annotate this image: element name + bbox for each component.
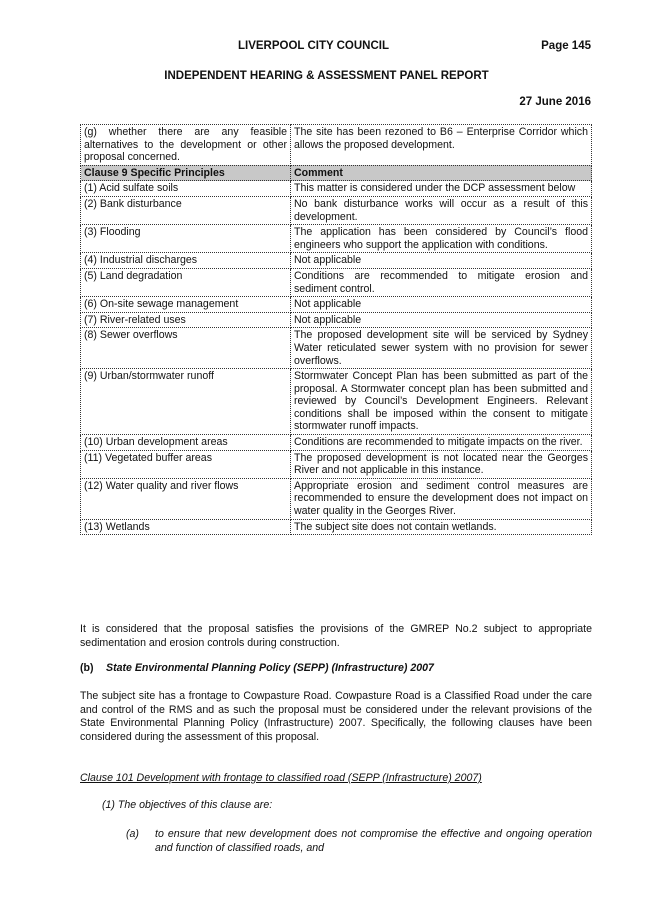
- criterion-cell: (g) whether there are any feasible alternatives to the development or other proposal concerned.: [81, 125, 291, 166]
- clause-heading: Clause 101 Development with frontage to classified road (SEPP (Infrastructure) 2007): [80, 772, 482, 784]
- table-row: [81, 450, 592, 478]
- report-date: 27 June 2016: [519, 96, 591, 108]
- table-header-row: [81, 165, 592, 181]
- table-row: [81, 181, 592, 197]
- column-header-principles: Clause 9 Specific Principles: [81, 165, 291, 181]
- comment-cell: Not applicable: [291, 312, 592, 328]
- table-row: [81, 519, 592, 535]
- report-title: INDEPENDENT HEARING & ASSESSMENT PANEL REPORT: [164, 70, 489, 82]
- principle-cell: (2) Bank disturbance: [81, 196, 291, 224]
- section-label: (b): [80, 662, 94, 674]
- principle-cell: (6) On-site sewage management: [81, 297, 291, 313]
- comment-cell: Not applicable: [291, 297, 592, 313]
- principle-cell: (3) Flooding: [81, 225, 291, 253]
- table-row: [81, 312, 592, 328]
- comment-cell: This matter is considered under the DCP assessment below: [291, 181, 592, 197]
- principle-cell: (10) Urban development areas: [81, 435, 291, 451]
- assessment-table: [80, 124, 592, 535]
- table-row: [81, 125, 592, 166]
- comment-cell: The proposed development is not located near the Georges River and not applicable in this instance.: [291, 450, 592, 478]
- table-row: [81, 478, 592, 519]
- table-row: [81, 369, 592, 435]
- item-a-text: to ensure that new development does not compromise the effective and ongoing operation and function of classified roads, and: [155, 828, 592, 854]
- principle-cell: (11) Vegetated buffer areas: [81, 450, 291, 478]
- comment-cell: The site has been rezoned to B6 – Enterprise Corridor which allows the proposed development.: [291, 125, 592, 166]
- comment-cell: No bank disturbance works will occur as a result of this development.: [291, 196, 592, 224]
- comment-cell: The application has been considered by Council’s flood engineers who support the application with conditions.: [291, 225, 592, 253]
- comment-cell: The subject site does not contain wetlands.: [291, 519, 592, 535]
- section-title: State Environmental Planning Policy (SEPP) (Infrastructure) 2007: [106, 662, 434, 674]
- page-number: Page 145: [541, 40, 591, 52]
- item-a-label: (a): [126, 828, 139, 840]
- principle-cell: (1) Acid sulfate soils: [81, 181, 291, 197]
- principle-cell: (9) Urban/stormwater runoff: [81, 369, 291, 435]
- table-row: [81, 268, 592, 296]
- principle-cell: (13) Wetlands: [81, 519, 291, 535]
- comment-cell: Conditions are recommended to mitigate impacts on the river.: [291, 435, 592, 451]
- table-row: [81, 435, 592, 451]
- principle-cell: (5) Land degradation: [81, 268, 291, 296]
- comment-cell: The proposed development site will be serviced by Sydney Water reticulated sewer system with no provision for sewer overflows.: [291, 328, 592, 369]
- comment-cell: Appropriate erosion and sediment control measures are recommended to ensure the development does not impact on water quality in the Georges River.: [291, 478, 592, 519]
- column-header-comment: Comment: [291, 165, 592, 181]
- table-row: [81, 297, 592, 313]
- principle-cell: (12) Water quality and river flows: [81, 478, 291, 519]
- sepp-paragraph: The subject site has a frontage to Cowpasture Road. Cowpasture Road is a Classified Road under the care and control of the RMS and as such the proposal must be considered under the relevant provisions of the State Environmental Planning Policy (Infrastructure) 2007. Specifically, the following clauses have been considered during the assessment of this proposal.: [80, 690, 592, 743]
- comment-cell: Not applicable: [291, 253, 592, 269]
- principle-cell: (7) River-related uses: [81, 312, 291, 328]
- table-row: [81, 328, 592, 369]
- comment-cell: Conditions are recommended to mitigate erosion and sediment control.: [291, 268, 592, 296]
- comment-cell: Stormwater Concept Plan has been submitted as part of the proposal. A Stormwater concept plan has been submitted and reviewed by Council’s Development Engineers. Relevant conditions shall be imposed within the consent to mitigate stormwater runoff impacts.: [291, 369, 592, 435]
- section-heading: [80, 662, 592, 676]
- objectives-intro: (1) The objectives of this clause are:: [102, 799, 273, 811]
- principle-cell: (8) Sewer overflows: [81, 328, 291, 369]
- table-row: [81, 225, 592, 253]
- table-row: [81, 253, 592, 269]
- council-name: LIVERPOOL CITY COUNCIL: [238, 40, 390, 52]
- table-row: [81, 196, 592, 224]
- principle-cell: (4) Industrial discharges: [81, 253, 291, 269]
- conclusion-paragraph: It is considered that the proposal satisfies the provisions of the GMREP No.2 subject to appropriate sedimentation and erosion controls during construction.: [80, 623, 592, 649]
